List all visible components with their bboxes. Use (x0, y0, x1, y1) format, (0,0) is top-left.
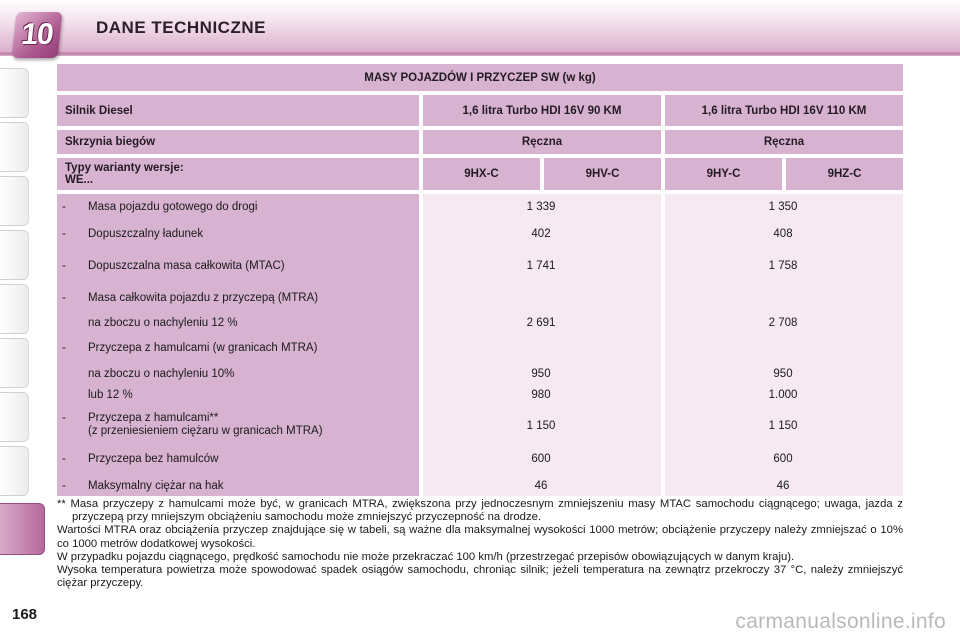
side-tab-8[interactable] (0, 446, 29, 496)
table-row (57, 387, 903, 403)
footnote: ** Masa przyczepy z hamulcami może być, w granicach MTRA, zwiększona przy jednoczesnym zmniejszeniu masy MTAC samochodu ciągnącego; uwaga, jazda z przyczepą przy mniejszym obciążeniu samochodu może zmniejszyć przyczepność na drodze. (57, 498, 903, 524)
row-dash: - (62, 453, 66, 465)
row-value-1: 950 (531, 368, 551, 380)
row-value-2: 1 350 (768, 201, 798, 213)
row-dash: - (62, 412, 66, 424)
type-9hx: 9HX-C (423, 158, 540, 190)
notes (57, 498, 903, 590)
row-value-2: 2 708 (768, 317, 798, 329)
side-tab-1[interactable] (0, 68, 29, 118)
note-paragraph-1: Wartości MTRA oraz obciążenia przyczep znajdujące się w tabeli, są ważne dla maksymalnej wysokości 1000 metrów; obciążenie przyczepy należy zmniejszać o 10% co 1000 metrów dodatkowej wysokości. (57, 524, 903, 550)
row-label: Przyczepa z hamulcami (w granicach MTRA) (88, 342, 318, 354)
row-value-1: 980 (531, 389, 551, 401)
side-tab-7[interactable] (0, 392, 29, 442)
row-dash: - (62, 260, 66, 272)
engine-label: Silnik Diesel (57, 95, 419, 126)
table-row (57, 366, 903, 382)
type-9hz: 9HZ-C (786, 158, 903, 190)
gearbox-1: Ręczna (423, 130, 661, 154)
row-dash: - (62, 342, 66, 354)
row-label: Masa pojazdu gotowego do drogi (88, 201, 258, 213)
table-row (57, 315, 903, 331)
row-value-1: 600 (531, 453, 551, 465)
row-label: Dopuszczalny ładunek (88, 228, 204, 240)
side-tab-3[interactable] (0, 176, 29, 226)
type-9hv: 9HV-C (544, 158, 661, 190)
row-label: Dopuszczalna masa całkowita (MTAC) (88, 260, 285, 272)
row-dash: - (62, 201, 66, 213)
note-paragraph-2: W przypadku pojazdu ciągnącego, prędkość samochodu nie może przekraczać 100 km/h (przestrzegać przepisów obowiązujących w danym kraju). (57, 550, 795, 563)
row-label-line2: (z przeniesieniem ciężaru w granicach MTRA) (88, 425, 323, 437)
side-tab-4[interactable] (0, 230, 29, 280)
table-title: MASY POJAZDÓW I PRZYCZEP SW (w kg) (57, 64, 903, 91)
table-row (57, 290, 903, 306)
row-value-1: 1 339 (526, 201, 556, 213)
row-label: Przyczepa bez hamulców (88, 453, 219, 465)
side-tab-5[interactable] (0, 284, 29, 334)
row-label: na zboczu o nachyleniu 12 % (88, 317, 238, 329)
row-value-2: 408 (773, 228, 793, 240)
table-row (57, 340, 903, 356)
row-label: Maksymalny ciężar na hak (88, 480, 224, 492)
gearbox-2: Ręczna (665, 130, 903, 154)
table-row (57, 258, 903, 274)
types-label (57, 158, 419, 190)
watermark: carmanualsonline.info (735, 610, 946, 633)
row-dash: - (62, 480, 66, 492)
row-value-1: 46 (534, 480, 548, 492)
engine-2: 1,6 litra Turbo HDI 16V 110 KM (665, 95, 903, 126)
row-dash: - (62, 228, 66, 240)
row-label: Przyczepa z hamulcami** (88, 412, 219, 424)
engine-1: 1,6 litra Turbo HDI 16V 90 KM (423, 95, 661, 126)
side-tab-active[interactable] (0, 503, 45, 555)
row-value-2: 46 (776, 480, 790, 492)
row-label: lub 12 % (88, 389, 133, 401)
table-row (57, 478, 903, 494)
chapter-badge (12, 12, 63, 58)
row-value-1: 402 (531, 228, 551, 240)
types-label-line2: WE... (65, 174, 94, 186)
row-value-2: 1.000 (768, 389, 798, 401)
note-paragraph-3: Wysoka temperatura powietrza może spowodować spadek osiągów samochodu, chroniąc silnik; jeżeli temperatura na zewnątrz przekroczy 37 °C, należy zmniejszyć ciężar przyczepy. (57, 564, 903, 590)
row-value-2: 1 758 (768, 260, 798, 272)
chapter-number: 10 (19, 18, 55, 51)
row-value-1: 1 150 (526, 420, 556, 432)
row-value-2: 1 150 (768, 420, 798, 432)
row-value-2: 600 (773, 453, 793, 465)
types-label-line1: Typy warianty wersje: (65, 162, 184, 174)
row-label: Masa całkowita pojazdu z przyczepą (MTRA) (88, 292, 319, 304)
page-title: DANE TECHNICZNE (96, 18, 266, 37)
side-tab-2[interactable] (0, 122, 29, 172)
type-9hy: 9HY-C (665, 158, 782, 190)
table-row (57, 451, 903, 467)
header-divider (0, 52, 960, 55)
table-row (57, 199, 903, 215)
table-row (57, 410, 903, 440)
table-row (57, 226, 903, 242)
side-tab-6[interactable] (0, 338, 29, 388)
gearbox-label: Skrzynia biegów (57, 130, 419, 154)
row-label: na zboczu o nachyleniu 10% (88, 368, 235, 380)
row-value-2: 950 (773, 368, 793, 380)
row-dash: - (62, 292, 66, 304)
row-value-1: 2 691 (526, 317, 556, 329)
page-number: 168 (12, 606, 38, 623)
row-value-1: 1 741 (526, 260, 556, 272)
